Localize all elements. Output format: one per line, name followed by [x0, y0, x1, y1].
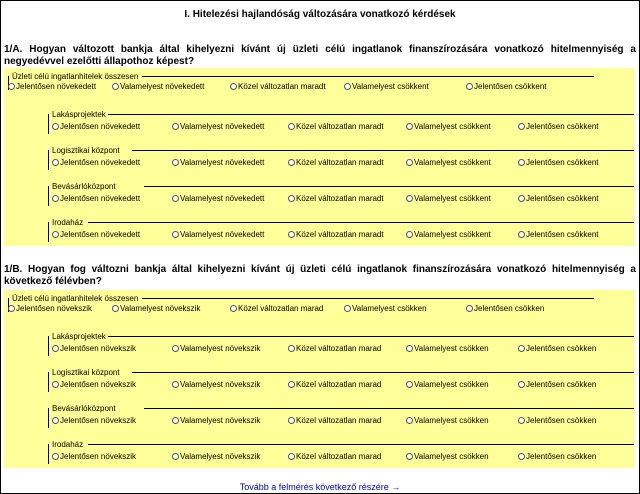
radio-option[interactable]: [52, 230, 140, 239]
radio-label: Jelentősen csökkent: [526, 194, 599, 203]
radio-button[interactable]: [344, 83, 351, 90]
radio-label: Valamelyest növekszik: [180, 344, 261, 353]
radio-option[interactable]: [52, 452, 136, 461]
radio-button[interactable]: [52, 123, 59, 130]
radio-option[interactable]: [52, 158, 140, 167]
radio-option[interactable]: [518, 452, 596, 461]
radio-option[interactable]: [112, 304, 200, 313]
group-legend: Üzleti célú ingatlanhitelek összesen: [12, 294, 139, 303]
radio-option[interactable]: [172, 344, 260, 353]
group-legend: Irodaház: [52, 440, 84, 449]
group-legend: Bevásárlóközpont: [52, 404, 116, 413]
radio-option[interactable]: [288, 122, 384, 131]
radio-label: Jelentősen csökkent: [526, 122, 599, 131]
radio-option[interactable]: [406, 230, 491, 239]
radio-option[interactable]: [52, 194, 140, 203]
radio-button[interactable]: [518, 231, 525, 238]
radio-label: Közel változatlan maradt: [296, 194, 384, 203]
radio-button[interactable]: [288, 123, 295, 130]
radio-option[interactable]: [288, 194, 384, 203]
group-legend: Irodaház: [52, 218, 84, 227]
page-title: I. Hitelezési hajlandóság változására vonatkozó kérdések: [184, 9, 456, 20]
group-border-top: [108, 114, 634, 115]
radio-label: Jelentősen csökken: [526, 344, 597, 353]
radio-label: Valamelyest növekedett: [180, 230, 265, 239]
q1b-group: [48, 368, 634, 392]
radio-button[interactable]: [518, 195, 525, 202]
radio-label: Valamelyest növekedett: [180, 158, 265, 167]
radio-label: Közel változatlan maradt: [296, 122, 384, 131]
radio-label: Közel változatlan marad: [296, 344, 382, 353]
radio-label: Valamelyest csökkent: [414, 122, 491, 131]
radio-button[interactable]: [8, 83, 15, 90]
radio-button[interactable]: [112, 83, 119, 90]
radio-option[interactable]: [518, 230, 599, 239]
radio-label: Jelentősen növekszik: [60, 416, 137, 425]
group-border-top: [142, 76, 594, 77]
q1b-group: [48, 440, 634, 464]
radio-label: Jelentősen növekszik: [60, 380, 137, 389]
radio-button[interactable]: [172, 417, 179, 424]
radio-option[interactable]: [518, 194, 599, 203]
radio-option[interactable]: [172, 122, 264, 131]
question-1a-panel: [4, 68, 635, 246]
radio-label: Valamelyest növekszik: [180, 380, 261, 389]
radio-button[interactable]: [466, 83, 473, 90]
group-border-left: [48, 408, 49, 428]
group-legend: Üzleti célú ingatlanhitelek összesen: [12, 72, 139, 81]
radio-option[interactable]: [172, 158, 264, 167]
radio-button[interactable]: [52, 231, 59, 238]
radio-option[interactable]: [406, 380, 489, 389]
radio-option[interactable]: [518, 122, 599, 131]
radio-option[interactable]: [230, 304, 323, 313]
radio-label: Valamelyest csökken: [414, 344, 489, 353]
radio-option[interactable]: [406, 344, 489, 353]
radio-button[interactable]: [288, 417, 295, 424]
q1a-group: [48, 146, 634, 170]
radio-option[interactable]: [288, 158, 384, 167]
radio-option[interactable]: [172, 230, 264, 239]
radio-button[interactable]: [288, 381, 295, 388]
radio-button[interactable]: [518, 453, 525, 460]
radio-button[interactable]: [288, 159, 295, 166]
radio-button[interactable]: [52, 381, 59, 388]
radio-label: Valamelyest növekedett: [120, 82, 205, 91]
radio-option[interactable]: [406, 194, 491, 203]
radio-button[interactable]: [172, 381, 179, 388]
group-border-top: [132, 372, 634, 373]
radio-button[interactable]: [518, 159, 525, 166]
radio-button[interactable]: [172, 231, 179, 238]
question-1a: 1/A. Hogyan változott bankja által kihelyezni kívánt új üzleti célú ingatlanok finanszírozására vonatkozó hitelmennyiség a negyedévvel ezelőtti állapothoz képest?: [4, 44, 636, 67]
radio-option[interactable]: [288, 380, 381, 389]
radio-label: Jelentősen növekedett: [60, 122, 141, 131]
radio-option[interactable]: [518, 344, 596, 353]
radio-button[interactable]: [406, 231, 413, 238]
radio-option[interactable]: [288, 230, 384, 239]
group-border-left: [48, 336, 49, 356]
radio-label: Jelentősen növekszik: [16, 304, 93, 313]
radio-label: Közel változatlan marad: [238, 304, 324, 313]
q1b-group: [8, 294, 594, 313]
group-legend: Lakásprojektek: [52, 110, 106, 119]
radio-option[interactable]: [8, 82, 96, 91]
group-legend: Logisztikai központ: [52, 368, 120, 377]
radio-label: Jelentősen csökkent: [526, 158, 599, 167]
radio-label: Közel változatlan marad: [296, 416, 382, 425]
radio-label: Jelentősen csökkent: [474, 82, 547, 91]
group-border-left: [48, 186, 49, 206]
q1b-group: [48, 404, 634, 428]
radio-button[interactable]: [344, 305, 351, 312]
group-border-left: [48, 150, 49, 170]
radio-option[interactable]: [344, 82, 429, 91]
radio-button[interactable]: [230, 83, 237, 90]
radio-option[interactable]: [518, 416, 596, 425]
radio-option[interactable]: [466, 304, 544, 313]
group-border-left: [48, 444, 49, 464]
radio-label: Jelentősen növekedett: [60, 158, 141, 167]
group-border-top: [144, 408, 634, 409]
radio-label: Valamelyest csökken: [414, 380, 489, 389]
radio-label: Valamelyest csökkent: [414, 230, 491, 239]
radio-option[interactable]: [288, 344, 381, 353]
radio-label: Közel változatlan marad: [296, 380, 382, 389]
radio-label: Valamelyest csökken: [414, 452, 489, 461]
radio-button[interactable]: [406, 453, 413, 460]
radio-button[interactable]: [52, 417, 59, 424]
group-border-top: [144, 186, 634, 187]
radio-label: Valamelyest csökkent: [352, 82, 429, 91]
radio-button[interactable]: [406, 195, 413, 202]
radio-option[interactable]: [518, 158, 599, 167]
radio-button[interactable]: [172, 159, 179, 166]
radio-label: Valamelyest növekedett: [180, 122, 265, 131]
radio-button[interactable]: [288, 345, 295, 352]
radio-option[interactable]: [172, 194, 264, 203]
radio-button[interactable]: [288, 231, 295, 238]
radio-button[interactable]: [172, 123, 179, 130]
radio-label: Közel változatlan maradt: [296, 158, 384, 167]
radio-button[interactable]: [288, 195, 295, 202]
radio-label: Jelentősen csökken: [474, 304, 545, 313]
radio-button[interactable]: [52, 195, 59, 202]
group-border-top: [132, 150, 634, 151]
radio-label: Jelentősen csökken: [526, 452, 597, 461]
radio-option[interactable]: [466, 82, 547, 91]
radio-option[interactable]: [406, 452, 489, 461]
next-section-link[interactable]: Tovább a felmérés következő részére →: [239, 482, 401, 492]
radio-button[interactable]: [518, 345, 525, 352]
radio-label: Jelentősen növekedett: [16, 82, 97, 91]
question-1b: 1/B. Hogyan fog változni bankja által kihelyezni kívánt új üzleti célú ingatlanok finanszírozására vonatkozó hitelmennyiség a következő félévben?: [4, 264, 636, 287]
radio-button[interactable]: [112, 305, 119, 312]
radio-option[interactable]: [406, 416, 489, 425]
radio-option[interactable]: [52, 344, 136, 353]
group-legend: Logisztikai központ: [52, 146, 120, 155]
radio-button[interactable]: [406, 345, 413, 352]
radio-option[interactable]: [8, 304, 92, 313]
radio-button[interactable]: [172, 345, 179, 352]
radio-button[interactable]: [52, 345, 59, 352]
group-legend: Lakásprojektek: [52, 332, 106, 341]
radio-button[interactable]: [52, 453, 59, 460]
radio-label: Valamelyest csökken: [352, 304, 427, 313]
radio-option[interactable]: [52, 380, 136, 389]
group-border-left: [48, 222, 49, 242]
q1a-group: [48, 182, 634, 206]
radio-label: Jelentősen növekedett: [60, 230, 141, 239]
radio-button[interactable]: [406, 123, 413, 130]
radio-label: Valamelyest csökkent: [414, 158, 491, 167]
radio-label: Közel változatlan maradt: [238, 82, 326, 91]
radio-option[interactable]: [112, 82, 204, 91]
radio-option[interactable]: [518, 380, 596, 389]
radio-option[interactable]: [172, 452, 260, 461]
radio-button[interactable]: [52, 159, 59, 166]
radio-label: Jelentősen növekszik: [60, 344, 137, 353]
radio-button[interactable]: [518, 417, 525, 424]
radio-label: Valamelyest növekszik: [120, 304, 201, 313]
radio-button[interactable]: [8, 305, 15, 312]
q1a-group: [8, 72, 594, 91]
radio-label: Jelentősen növekedett: [60, 194, 141, 203]
radio-option[interactable]: [230, 82, 326, 91]
radio-option[interactable]: [406, 122, 491, 131]
radio-label: Jelentősen növekszik: [60, 452, 137, 461]
group-border-top: [88, 222, 634, 223]
radio-label: Közel változatlan marad: [296, 452, 382, 461]
radio-button[interactable]: [518, 123, 525, 130]
radio-label: Valamelyest növekszik: [180, 452, 261, 461]
radio-option[interactable]: [406, 158, 491, 167]
radio-label: Jelentősen csökken: [526, 380, 597, 389]
radio-label: Valamelyest csökken: [414, 416, 489, 425]
radio-button[interactable]: [466, 305, 473, 312]
radio-label: Valamelyest csökkent: [414, 194, 491, 203]
radio-button[interactable]: [406, 381, 413, 388]
radio-option[interactable]: [52, 416, 136, 425]
radio-option[interactable]: [288, 416, 381, 425]
radio-button[interactable]: [172, 195, 179, 202]
group-border-top: [88, 444, 634, 445]
group-legend: Bevásárlóközpont: [52, 182, 116, 191]
radio-button[interactable]: [406, 417, 413, 424]
radio-option[interactable]: [172, 416, 260, 425]
group-border-top: [142, 298, 594, 299]
group-border-left: [48, 372, 49, 392]
radio-option[interactable]: [344, 304, 427, 313]
radio-button[interactable]: [406, 159, 413, 166]
radio-option[interactable]: [52, 122, 140, 131]
radio-label: Valamelyest növekedett: [180, 194, 265, 203]
radio-option[interactable]: [172, 380, 260, 389]
radio-label: Jelentősen csökken: [526, 416, 597, 425]
group-border-top: [108, 336, 634, 337]
q1a-group: [48, 218, 634, 242]
radio-label: Jelentősen csökkent: [526, 230, 599, 239]
question-1b-panel: [4, 290, 635, 468]
radio-button[interactable]: [518, 381, 525, 388]
radio-label: Közel változatlan maradt: [296, 230, 384, 239]
radio-button[interactable]: [172, 453, 179, 460]
q1a-group: [48, 110, 634, 134]
q1b-group: [48, 332, 634, 356]
radio-button[interactable]: [230, 305, 237, 312]
radio-label: Valamelyest növekszik: [180, 416, 261, 425]
group-border-left: [48, 114, 49, 134]
radio-button[interactable]: [288, 453, 295, 460]
radio-option[interactable]: [288, 452, 381, 461]
